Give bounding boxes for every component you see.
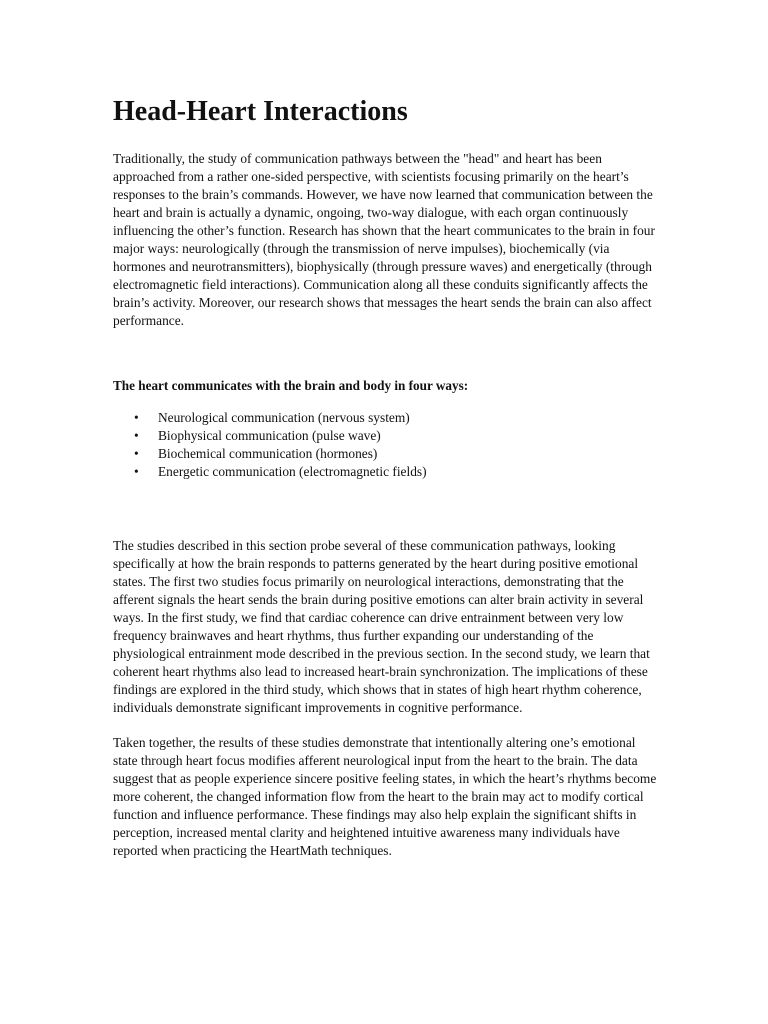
section-subheading: The heart communicates with the brain and body in four ways: <box>113 378 469 393</box>
intro-paragraph: Traditionally, the study of communication pathways between the "head" and heart has been approached from a rather one-sided perspective, with scientists focusing primarily on the heart’s responses to the brain’s commands. However, we have now learned that communication between the heart and brain is actually a dynamic, ongoing, two-way dialogue, with each organ continuously influencing the other’s function. Research has shown that the heart communicates to the brain in four major ways: neurologically (through the transmission of nerve impulses), biochemically (via hormones and neurotransmitters), biophysically (through pressure waves) and energetically (through electromagnetic field interactions). Communication along all these conduits significantly affects the brain’s activity. Moreover, our research shows that messages the heart sends the brain can also affect performance. <box>113 151 655 328</box>
list-item: • Biochemical communication (hormones) <box>158 445 658 463</box>
list-item: • Neurological communication (nervous system) <box>158 409 658 427</box>
list-item: • Energetic communication (electromagnetic fields) <box>158 463 658 481</box>
list-item: • Biophysical communication (pulse wave) <box>158 427 658 445</box>
conclusion-paragraph: Taken together, the results of these studies demonstrate that intentionally altering one’s emotional state through heart focus modifies afferent neurological input from the heart to the brain. The data suggest that as people experience sincere positive feeling states, in which the heart’s rhythms become more coherent, the changed information flow from the heart to the brain may act to modify cortical function and influence performance. These findings may also help explain the significant shifts in perception, increased mental clarity and heightened intuitive awareness many individuals have reported when practicing the HeartMath techniques. <box>113 735 657 858</box>
document-title: Head-Heart Interactions <box>113 96 408 127</box>
communication-list <box>113 409 658 481</box>
document-page <box>113 92 658 860</box>
studies-paragraph: The studies described in this section probe several of these communication pathways, looking specifically at how the brain responds to patterns generated by the heart during positive emotional states. The first two studies focus primarily on neurological interactions, demonstrating that the afferent signals the heart sends the brain during positive emotions can alter brain activity in several ways. In the first study, we find that cardiac coherence can drive entrainment between very low frequency brainwaves and heart rhythms, thus further expanding our understanding of the physiological entrainment mode described in the previous section. In the second study, we learn that coherent heart rhythms also lead to increased heart-brain synchronization. The implications of these findings are explored in the third study, which shows that in states of high heart rhythm coherence, individuals demonstrate significant improvements in cognitive performance. <box>113 538 650 715</box>
